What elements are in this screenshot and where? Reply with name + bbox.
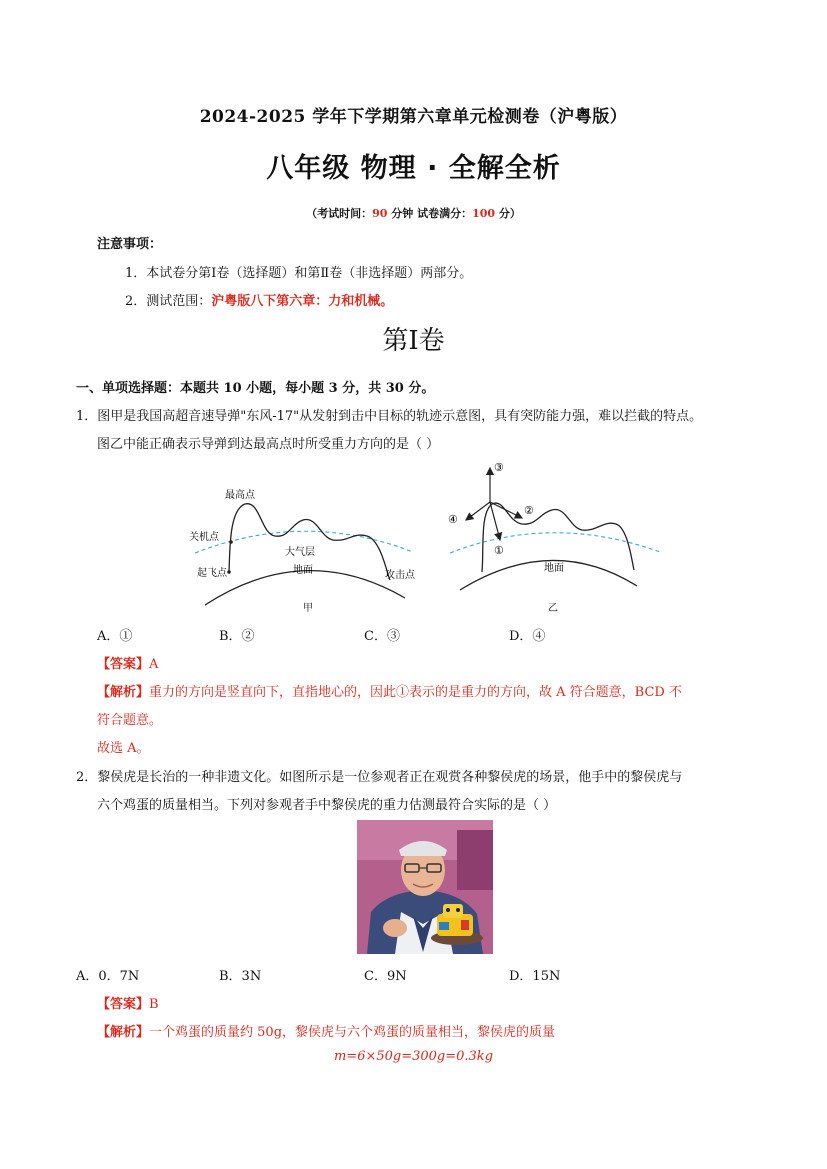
exam-subtitle: 八年级 物理 · 全解全析 xyxy=(266,153,561,184)
q2-line-2: 六个鸡蛋的质量相当。下列对参观者手中黎侯虎的重力估测最符合实际的是（ ） xyxy=(97,798,557,813)
section-title: 第Ⅰ卷 xyxy=(382,326,445,356)
q1-analysis-line-1 xyxy=(97,681,682,700)
q2-option-d: D．15N xyxy=(509,969,561,984)
q2-analysis-line-1 xyxy=(97,1021,555,1040)
exam-info xyxy=(0,205,827,221)
q1-figure-a xyxy=(185,480,425,610)
q1-answer-value: A xyxy=(149,657,159,672)
q1-answer xyxy=(97,653,158,672)
notes-item-2-prefix: 2．测试范围： xyxy=(125,294,212,309)
q1-analysis-text: 重力的方向是竖直向下，直指地心的，因此①表示的是重力的方向，故 A 符合题意，BCD 不 xyxy=(149,685,682,700)
q1-figure-b xyxy=(442,458,672,598)
q2-photo xyxy=(357,820,493,954)
notes-item-2-range: 沪粤版八下第六章：力和机械。 xyxy=(211,294,394,309)
figure-b-arrow-2 xyxy=(490,502,522,518)
info-prefix: （考试时间： xyxy=(306,207,373,220)
notes-heading: 注意事项： xyxy=(97,237,163,252)
q1-conclusion: 故选 A。 xyxy=(97,741,150,756)
figure-b-label-2: ② xyxy=(524,504,534,517)
figure-a-launch-point xyxy=(227,570,231,574)
figure-a-label-off: 关机点 xyxy=(189,532,219,543)
q2-answer xyxy=(97,993,159,1012)
q2-analysis-tag: 【解析】 xyxy=(97,1025,150,1040)
figure-a-label-target: 攻击点 xyxy=(385,570,415,581)
q1-line-2: 图乙中能正确表示导弹到达最高点时所受重力方向的是（ ） xyxy=(97,437,440,452)
time-value: 90 xyxy=(372,207,388,220)
info-mid: 分钟 试卷满分： xyxy=(387,207,473,220)
q1-analysis-line-2: 符合题意。 xyxy=(97,713,163,728)
info-suffix: 分） xyxy=(495,207,521,220)
q2-photo-illustration xyxy=(357,820,493,954)
figure-a-caption: 甲 xyxy=(303,603,313,614)
q1-answer-tag: 【答案】 xyxy=(97,657,150,672)
q1-option-a: A．① xyxy=(97,629,133,644)
figure-b-label-4: ④ xyxy=(448,513,458,526)
figure-a-label-ground: 地面 xyxy=(293,565,313,576)
figure-b-arrow-1 xyxy=(490,502,500,540)
notes-item-1: 1．本试卷分第Ⅰ卷（选择题）和第Ⅱ卷（非选择题）两部分。 xyxy=(125,266,473,281)
q1-line-1: 1．图甲是我国高超音速导弹"东风-17"从发射到击中目标的轨迹示意图，具有突防能力强，难以拦截的特点。 xyxy=(76,409,703,424)
figure-b-label-1: ① xyxy=(494,544,504,557)
part-heading: 一、单项选择题：本题共 10 小题，每小题 3 分，共 30 分。 xyxy=(76,381,435,396)
figure-a-off-point xyxy=(229,540,233,544)
figure-a-label-atm: 大气层 xyxy=(285,547,315,558)
q2-option-b: B．3N xyxy=(219,969,262,984)
figure-b-label-ground: 地面 xyxy=(544,563,564,574)
q2-option-c: C．9N xyxy=(364,969,407,984)
q1-analysis-tag: 【解析】 xyxy=(97,685,150,700)
figure-b-label-3: ③ xyxy=(494,461,504,474)
q2-answer-tag: 【答案】 xyxy=(97,997,150,1012)
score-value: 100 xyxy=(472,207,496,220)
exam-title: 2024-2025 学年下学期第六章单元检测卷（沪粤版） xyxy=(199,107,628,127)
figure-a-label-launch: 起飞点 xyxy=(197,568,227,579)
figure-a-label-top: 最高点 xyxy=(225,490,255,501)
q2-answer-value: B xyxy=(149,997,159,1012)
q1-option-b: B．② xyxy=(219,629,255,644)
notes-item-2 xyxy=(125,290,393,309)
q2-option-a: A．0．7N xyxy=(76,969,140,984)
q2-analysis-text: 一个鸡蛋的质量约 50g，黎侯虎与六个鸡蛋的质量相当，黎侯虎的质量 xyxy=(149,1025,556,1040)
q1-option-d: D．④ xyxy=(509,629,546,644)
q2-line-1: 2．黎侯虎是长治的一种非遗文化。如图所示是一位参观者正在观赏各种黎侯虎的场景，他手中的黎侯虎与 xyxy=(76,770,683,785)
figure-b-caption: 乙 xyxy=(548,603,558,614)
q1-option-c: C．③ xyxy=(364,629,400,644)
q2-formula: m=6×50g=300g=0.3kg xyxy=(333,1049,494,1064)
